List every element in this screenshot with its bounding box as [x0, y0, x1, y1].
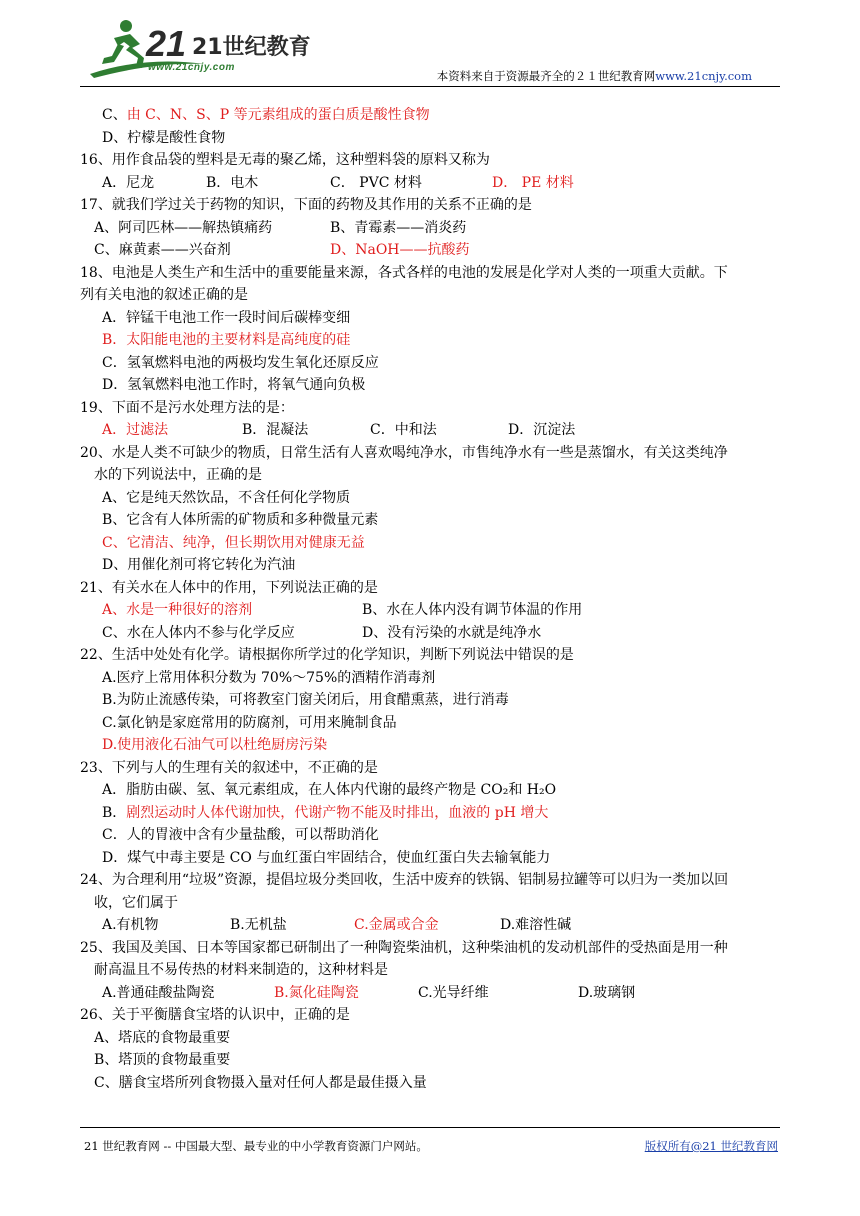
line-text: B．电木: [206, 174, 259, 191]
option-line: [80, 1027, 790, 1050]
line-text: D、没有污染的水就是纯净水: [362, 624, 542, 641]
option-line: [80, 959, 790, 982]
svg-text:21: 21: [146, 23, 187, 64]
line-text: A、阿司匹林——解热镇痛药: [94, 219, 273, 236]
question-line: [80, 149, 790, 172]
option-line: [80, 532, 790, 555]
svg-text:21世纪教育: 21世纪教育: [192, 35, 311, 60]
line-text: A.普通硅酸盐陶瓷: [102, 984, 215, 1001]
line-text: 19、下面不是污水处理方法的是：: [80, 399, 294, 416]
line-text: C、麻黄素——兴奋剂: [94, 242, 231, 258]
option-line: [80, 464, 790, 487]
answer-text: A、水是一种很好的溶剂: [102, 602, 253, 618]
option-line: [80, 487, 790, 510]
answer-text: C、它清洁、纯净，但长期饮用对健康无益: [102, 534, 365, 551]
footer-copyright-link[interactable]: 版权所有@21 世纪教育网: [644, 1139, 778, 1153]
answer-text: C.金属或合金: [354, 917, 439, 933]
line-text: B.无机盐: [230, 917, 287, 933]
option-line: [80, 982, 790, 1005]
option-line: [80, 554, 790, 577]
option-line: [80, 374, 790, 397]
21cnjy-logo-icon: [84, 12, 311, 84]
line-text: 收，它们属于: [94, 894, 178, 911]
header-site-link[interactable]: www.21cnjy.com: [655, 69, 752, 83]
line-text: A．锌锰干电池工作一段时间后碳棒变细: [102, 309, 351, 326]
option-line: [80, 734, 790, 757]
line-text: 24、为合理利用“垃圾”资源，提倡垃圾分类回收，生活中废弃的铁锅、铝制易拉罐等可以归为一类加以回: [80, 872, 729, 888]
option-line: [80, 329, 790, 352]
line-text: B．: [102, 804, 127, 821]
answer-text: 剧烈运动时人体代谢加快，代谢产物不能及时排出，血液的 pH 增大: [126, 804, 549, 821]
line-text: D.玻璃钢: [578, 984, 636, 1001]
line-text: B、青霉素——消炎药: [330, 219, 467, 236]
question-line: [80, 757, 790, 780]
line-text: A.有机物: [102, 917, 159, 933]
line-text: B.为防止流感传染，可将教室门窗关闭后，用食醋熏蒸，进行消毒: [102, 692, 509, 708]
option-line: [80, 104, 790, 127]
question-line: [80, 442, 790, 465]
line-text: 17、就我们学过关于药物的知识，下面的药物及其作用的关系不正确的是: [80, 197, 532, 213]
option-line: [80, 914, 790, 937]
line-text: A.医疗上常用体积分数为 70%～75%的酒精作消毒剂: [102, 669, 436, 686]
line-text: B、水在人体内没有调节体温的作用: [362, 602, 583, 618]
answer-text: D.使用液化石油气可以杜绝厨房污染: [102, 737, 328, 753]
line-text: B、它含有人体所需的矿物质和多种微量元素: [102, 512, 379, 528]
question-line: [80, 397, 790, 420]
line-text: C、水在人体内不参与化学反应: [102, 624, 295, 641]
option-line: [80, 599, 790, 622]
line-text: D．煤气中毒主要是 CO 与血红蛋白牢固结合，使血红蛋白失去输氧能力: [102, 849, 551, 866]
option-line: [80, 622, 790, 645]
option-line: [80, 509, 790, 532]
line-text: B．混凝法: [242, 422, 309, 438]
option-line: [80, 239, 790, 262]
option-line: [80, 712, 790, 735]
option-line: [80, 847, 790, 870]
answer-text: D． PE 材料: [492, 174, 574, 191]
question-line: [80, 194, 790, 217]
question-line: [80, 262, 790, 285]
option-line: [80, 307, 790, 330]
line-text: D、柠檬是酸性食物: [102, 129, 226, 146]
line-text: 水的下列说法中，正确的是: [94, 467, 262, 483]
line-text: D、用催化剂可将它转化为汽油: [102, 557, 296, 573]
option-line: [80, 689, 790, 712]
option-line: [80, 892, 790, 915]
footer-tagline: 21 世纪教育网 -- 中国最大型、最专业的中小学教育资源门户网站。: [84, 1139, 428, 1153]
option-line: [80, 172, 790, 195]
line-text: C、膳食宝塔所列食物摄入量对任何人都是最佳摄入量: [94, 1074, 427, 1091]
answer-text: B．太阳能电池的主要材料是高纯度的硅: [102, 332, 351, 348]
line-text: 耐高温且不易传热的材料来制造的，这种材料是: [94, 962, 388, 978]
line-text: A、塔底的食物最重要: [94, 1029, 231, 1046]
page-header: [0, 0, 860, 96]
line-text: 26、关于平衡膳食宝塔的认识中，正确的是: [80, 1007, 350, 1023]
option-line: [80, 1049, 790, 1072]
option-line: [80, 667, 790, 690]
line-text: B、塔顶的食物最重要: [94, 1052, 231, 1068]
line-text: 18、电池是人类生产和生活中的重要能量来源，各式各样的电池的发展是化学对人类的一项重大贡献。下: [80, 264, 728, 281]
option-line: [80, 1072, 790, 1095]
answer-text: B.氮化硅陶瓷: [274, 984, 359, 1001]
line-text: 23、下列与人的生理有关的叙述中，不正确的是: [80, 759, 378, 776]
line-text: C．人的胃液中含有少量盐酸，可以帮助消化: [102, 827, 379, 843]
line-text: A．尼龙: [102, 174, 155, 191]
line-text: 16、用作食品袋的塑料是无毒的聚乙烯，这种塑料袋的原料又称为: [80, 152, 490, 168]
line-text: C.光导纤维: [418, 984, 489, 1001]
line-text: C． PVC 材料: [330, 174, 422, 191]
question-line: [80, 937, 790, 960]
question-line: [80, 1004, 790, 1027]
option-line: [80, 802, 790, 825]
line-text: A、它是纯天然饮品，不含任何化学物质: [102, 489, 351, 506]
line-text: 25、我国及美国、日本等国家都已研制出了一种陶瓷柴油机，这种柴油机的发动机部件的受热面是用一种: [80, 939, 728, 956]
header-source-note: 本资料来自于资源最齐全的２１世纪教育网www.21cnjy.com: [436, 69, 752, 83]
line-text: D．沉淀法: [508, 422, 576, 438]
line-text: 20、水是人类不可缺少的物质，日常生活有人喜欢喝纯净水，市售纯净水有一些是蒸馏水，有关这类纯净: [80, 444, 728, 461]
answer-text: D、NaOH——抗酸药: [330, 242, 470, 258]
footer-divider: [80, 1127, 780, 1128]
line-text: 列有关电池的叙述正确的是: [80, 287, 248, 303]
line-text: D．氢氧燃料电池工作时，将氧气通向负极: [102, 377, 366, 393]
answer-text: 由 C、N、S、P 等元素组成的蛋白质是酸性食物: [126, 107, 430, 123]
option-line: [80, 779, 790, 802]
question-line: [80, 284, 790, 307]
question-line: [80, 869, 790, 892]
line-text: 21、有关水在人体中的作用，下列说法正确的是: [80, 579, 378, 596]
line-text: D.难溶性碱: [500, 917, 572, 933]
line-text: 22、生活中处处有化学。请根据你所学过的化学知识，判断下列说法中错误的是: [80, 647, 574, 663]
header-divider: [80, 86, 780, 87]
option-line: [80, 217, 790, 240]
answer-text: A．过滤法: [102, 422, 169, 438]
line-text: A．脂肪由碳、氢、氧元素组成，在人体内代谢的最终产物是 CO₂和 H₂O: [102, 782, 557, 798]
line-text: C．氢氧燃料电池的两极均发生氧化还原反应: [102, 354, 379, 371]
option-line: [80, 127, 790, 150]
question-line: [80, 577, 790, 600]
option-line: [80, 419, 790, 442]
question-body: [80, 104, 790, 1094]
question-line: [80, 644, 790, 667]
line-text: C、: [102, 107, 127, 123]
option-line: [80, 352, 790, 375]
option-line: [80, 824, 790, 847]
line-text: C.氯化钠是家庭常用的防腐剂，可用来腌制食品: [102, 714, 397, 731]
line-text: C．中和法: [370, 422, 437, 438]
logo-subtitle: www.21cnjy.com: [148, 62, 235, 73]
